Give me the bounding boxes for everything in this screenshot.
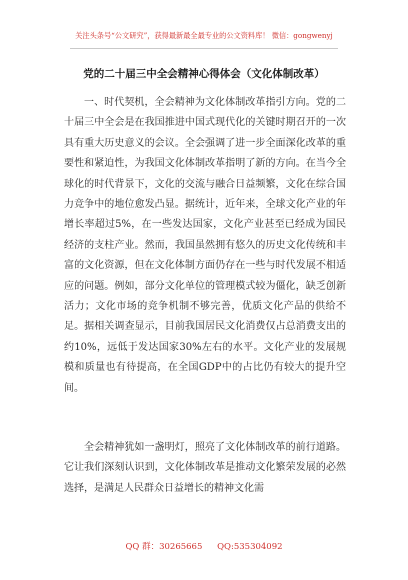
footer-qq-number: QQ:535304092 bbox=[217, 542, 283, 552]
header-divider bbox=[70, 48, 338, 49]
body-paragraph-2: 全会精神犹如一盏明灯，照亮了文化体制改革的前行道路。它让我们深刻认识到，文化体制改革是推动文化繁荣发展的必然选择，是满足人民群众日益增长的精神文化需 bbox=[64, 442, 346, 494]
footer-contact bbox=[0, 540, 408, 552]
header-promo-text: 关注头条号“公文研究”，获得最新最全最专业的公文资料库！ 微信：gongwenyj bbox=[75, 31, 333, 40]
body-paragraph-1: 一、时代契机，全会精神为文化体制改革指引方向。党的二十届三中全会是在我国推进中国式现代化的关键时期召开的一次具有重大历史意义的会议。全会强调了进一步全面深化改革的重要性和紧迫性，为我国文化体制改革指明了新的方向。在当今全球化的时代背景下，文化的交流与融合日益频繁，文化在综合国力竞争中的地位愈发凸显。据统计，近年来，全球文化产业的年增长率超过5%，在一些发达国家，文化产业甚至已经成为国民经济的支柱产业。然而，我国虽然拥有悠久的历史文化传统和丰富的文化资源，但在文化体制方面仍存在一些与时代发展不相适应的问题。例如，部分文化单位的管理模式较为僵化，缺乏创新活力；文化市场的竞争机制不够完善，优质文化产品的供给不足。据相关调查显示，目前我国居民文化消费仅占总消费支出的约10%，远低于发达国家30%左右的水平。文化产业的发展规模和质量也有待提高，在全国GDP中的占比仍有较大的提升空间。 bbox=[64, 97, 346, 394]
document-title: 党的二十届三中全会精神心得体会（文化体制改革） bbox=[83, 68, 325, 80]
footer-qq-group: QQ 群：30265665 bbox=[125, 542, 203, 552]
